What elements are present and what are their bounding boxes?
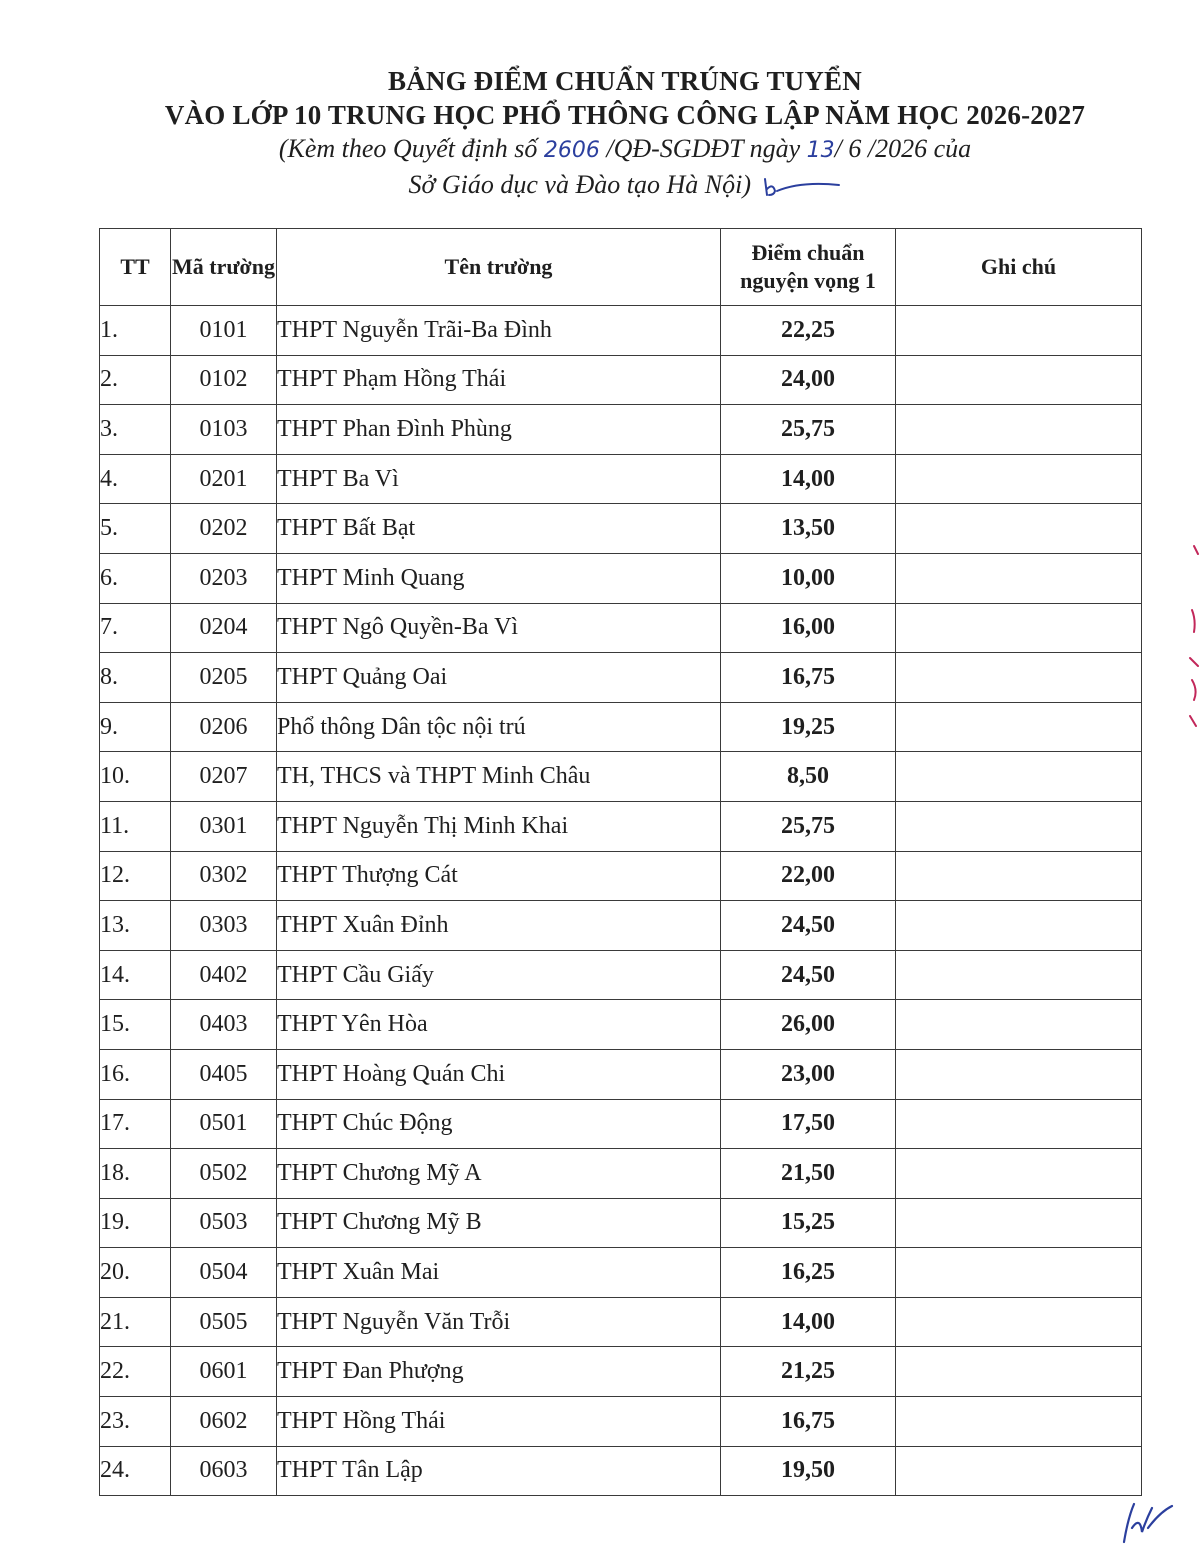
school-name: THPT Quảng Oai <box>277 653 721 703</box>
subtitle-text-2: /QĐ-SGDĐT ngày <box>599 134 807 163</box>
note-cell <box>896 653 1142 703</box>
school-code: 0206 <box>171 702 277 752</box>
note-cell <box>896 851 1142 901</box>
school-code: 0503 <box>171 1198 277 1248</box>
admission-score: 19,50 <box>721 1446 896 1496</box>
school-code: 0402 <box>171 950 277 1000</box>
admission-score: 26,00 <box>721 1000 896 1050</box>
table-row <box>100 306 1142 356</box>
table-row <box>100 553 1142 603</box>
row-number: 13. <box>100 901 171 951</box>
document-title-line1: BẢNG ĐIỂM CHUẨN TRÚNG TUYỂN <box>388 66 862 96</box>
table-row <box>100 1347 1142 1397</box>
school-name: THPT Nguyễn Thị Minh Khai <box>277 801 721 851</box>
school-name: THPT Phạm Hồng Thái <box>277 355 721 405</box>
admission-score: 13,50 <box>721 504 896 554</box>
note-cell <box>896 553 1142 603</box>
note-cell <box>896 405 1142 455</box>
subtitle-text-1: (Kèm theo Quyết định số <box>278 134 544 163</box>
table-row <box>100 851 1142 901</box>
note-cell <box>896 1198 1142 1248</box>
school-code: 0603 <box>171 1446 277 1496</box>
table-row <box>100 1049 1142 1099</box>
school-code: 0502 <box>171 1149 277 1199</box>
school-code: 0301 <box>171 801 277 851</box>
row-number: 7. <box>100 603 171 653</box>
school-code: 0207 <box>171 752 277 802</box>
row-number: 14. <box>100 950 171 1000</box>
school-name: Phổ thông Dân tộc nội trú <box>277 702 721 752</box>
school-name: THPT Xuân Đỉnh <box>277 901 721 951</box>
table-row <box>100 1297 1142 1347</box>
note-cell <box>896 1347 1142 1397</box>
note-cell <box>896 355 1142 405</box>
school-code: 0201 <box>171 454 277 504</box>
row-number: 12. <box>100 851 171 901</box>
header-school-name: Tên trường <box>277 229 721 306</box>
row-number: 19. <box>100 1198 171 1248</box>
school-code: 0405 <box>171 1049 277 1099</box>
table-header-row <box>100 229 1142 306</box>
admission-score: 25,75 <box>721 405 896 455</box>
row-number: 24. <box>100 1446 171 1496</box>
school-code: 0205 <box>171 653 277 703</box>
row-number: 3. <box>100 405 171 455</box>
table-row <box>100 1099 1142 1149</box>
subtitle-text-4: Sở Giáo dục và Đào tạo Hà Nội) <box>408 170 751 199</box>
note-cell <box>896 1397 1142 1447</box>
table-row <box>100 1198 1142 1248</box>
document-subtitle-line1 <box>0 132 1200 168</box>
school-name: THPT Nguyễn Trãi-Ba Đình <box>277 306 721 356</box>
admission-score: 16,00 <box>721 603 896 653</box>
school-name: THPT Tân Lập <box>277 1446 721 1496</box>
school-name: THPT Hoàng Quán Chi <box>277 1049 721 1099</box>
admission-score: 21,50 <box>721 1149 896 1199</box>
note-cell <box>896 702 1142 752</box>
note-cell <box>896 1149 1142 1199</box>
note-cell <box>896 454 1142 504</box>
school-code: 0202 <box>171 504 277 554</box>
signature-mark-icon <box>1118 1498 1178 1548</box>
row-number: 20. <box>100 1248 171 1298</box>
table-row <box>100 1397 1142 1447</box>
note-cell <box>896 752 1142 802</box>
table-row <box>100 355 1142 405</box>
note-cell <box>896 1099 1142 1149</box>
row-number: 16. <box>100 1049 171 1099</box>
school-name: TH, THCS và THPT Minh Châu <box>277 752 721 802</box>
row-number: 2. <box>100 355 171 405</box>
row-number: 9. <box>100 702 171 752</box>
admission-score: 14,00 <box>721 454 896 504</box>
row-number: 23. <box>100 1397 171 1447</box>
row-number: 21. <box>100 1297 171 1347</box>
note-cell <box>896 306 1142 356</box>
school-code: 0601 <box>171 1347 277 1397</box>
school-code: 0203 <box>171 553 277 603</box>
table-row <box>100 1446 1142 1496</box>
admission-score: 23,00 <box>721 1049 896 1099</box>
school-name: THPT Chương Mỹ B <box>277 1198 721 1248</box>
table-row <box>100 801 1142 851</box>
table-row <box>100 405 1142 455</box>
admission-score: 14,00 <box>721 1297 896 1347</box>
table-row <box>100 752 1142 802</box>
school-name: THPT Chúc Động <box>277 1099 721 1149</box>
header-note: Ghi chú <box>896 229 1142 306</box>
stamp-edge-mark-icon <box>1180 540 1200 730</box>
note-cell <box>896 1297 1142 1347</box>
table-row <box>100 504 1142 554</box>
document-header <box>0 64 1200 202</box>
school-code: 0204 <box>171 603 277 653</box>
school-name: THPT Thượng Cát <box>277 851 721 901</box>
school-name: THPT Ba Vì <box>277 454 721 504</box>
school-code: 0303 <box>171 901 277 951</box>
row-number: 8. <box>100 653 171 703</box>
admission-score: 15,25 <box>721 1198 896 1248</box>
initials-mark-icon <box>761 175 841 199</box>
school-code: 0505 <box>171 1297 277 1347</box>
row-number: 11. <box>100 801 171 851</box>
table-row <box>100 653 1142 703</box>
table-row <box>100 950 1142 1000</box>
row-number: 18. <box>100 1149 171 1199</box>
note-cell <box>896 603 1142 653</box>
table-row <box>100 702 1142 752</box>
school-name: THPT Đan Phượng <box>277 1347 721 1397</box>
school-code: 0403 <box>171 1000 277 1050</box>
school-name: THPT Xuân Mai <box>277 1248 721 1298</box>
admission-score: 24,00 <box>721 355 896 405</box>
note-cell <box>896 801 1142 851</box>
document-subtitle-line2 <box>0 168 1200 202</box>
document-title-line2: VÀO LỚP 10 TRUNG HỌC PHỔ THÔNG CÔNG LẬP NĂM HỌC 2026-2027 <box>164 100 1086 130</box>
school-name: THPT Nguyễn Văn Trỗi <box>277 1297 721 1347</box>
admission-score: 25,75 <box>721 801 896 851</box>
admission-score: 10,00 <box>721 553 896 603</box>
table-row <box>100 901 1142 951</box>
admission-score: 16,75 <box>721 1397 896 1447</box>
table-row <box>100 1248 1142 1298</box>
row-number: 4. <box>100 454 171 504</box>
school-code: 0501 <box>171 1099 277 1149</box>
admission-score: 24,50 <box>721 901 896 951</box>
admission-score: 17,50 <box>721 1099 896 1149</box>
decision-number: 2606 <box>543 138 600 163</box>
school-name: THPT Chương Mỹ A <box>277 1149 721 1199</box>
school-name: THPT Ngô Quyền-Ba Vì <box>277 603 721 653</box>
row-number: 10. <box>100 752 171 802</box>
subtitle-text-3: / 6 /2026 của <box>834 134 972 163</box>
table-row <box>100 1149 1142 1199</box>
admission-score: 19,25 <box>721 702 896 752</box>
header-tt: TT <box>100 229 171 306</box>
note-cell <box>896 901 1142 951</box>
row-number: 15. <box>100 1000 171 1050</box>
table-body <box>100 306 1142 1496</box>
row-number: 17. <box>100 1099 171 1149</box>
header-score: Điểm chuẩn nguyện vọng 1 <box>721 229 896 306</box>
row-number: 1. <box>100 306 171 356</box>
school-name: THPT Minh Quang <box>277 553 721 603</box>
school-code: 0302 <box>171 851 277 901</box>
admission-score: 22,00 <box>721 851 896 901</box>
note-cell <box>896 1000 1142 1050</box>
school-code: 0103 <box>171 405 277 455</box>
admission-score: 24,50 <box>721 950 896 1000</box>
school-name: THPT Hồng Thái <box>277 1397 721 1447</box>
row-number: 6. <box>100 553 171 603</box>
admission-scores-table <box>99 228 1142 1496</box>
admission-score: 16,25 <box>721 1248 896 1298</box>
note-cell <box>896 1248 1142 1298</box>
note-cell <box>896 1446 1142 1496</box>
note-cell <box>896 1049 1142 1099</box>
school-code: 0101 <box>171 306 277 356</box>
school-code: 0602 <box>171 1397 277 1447</box>
school-name: THPT Bất Bạt <box>277 504 721 554</box>
admission-score: 16,75 <box>721 653 896 703</box>
note-cell <box>896 950 1142 1000</box>
table-row <box>100 1000 1142 1050</box>
admission-score: 8,50 <box>721 752 896 802</box>
school-name: THPT Yên Hòa <box>277 1000 721 1050</box>
table-row <box>100 603 1142 653</box>
note-cell <box>896 504 1142 554</box>
header-school-code: Mã trường <box>171 229 277 306</box>
decision-day: 13 <box>806 138 835 163</box>
school-code: 0504 <box>171 1248 277 1298</box>
school-name: THPT Phan Đình Phùng <box>277 405 721 455</box>
admission-score: 21,25 <box>721 1347 896 1397</box>
row-number: 22. <box>100 1347 171 1397</box>
admission-score: 22,25 <box>721 306 896 356</box>
school-code: 0102 <box>171 355 277 405</box>
school-name: THPT Cầu Giấy <box>277 950 721 1000</box>
table-row <box>100 454 1142 504</box>
row-number: 5. <box>100 504 171 554</box>
